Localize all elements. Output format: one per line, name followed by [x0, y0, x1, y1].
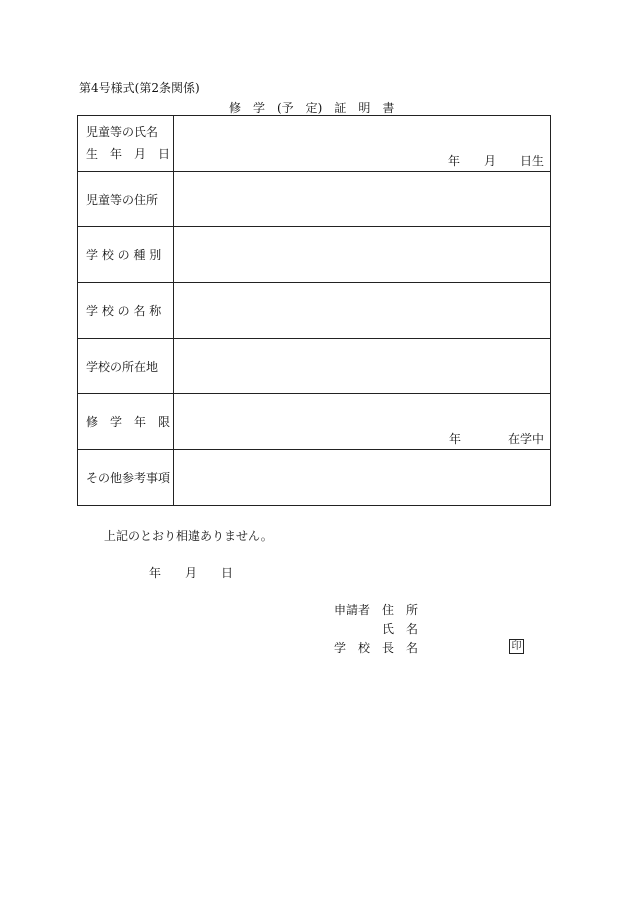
row-label-address: 児童等の住所	[78, 171, 174, 227]
form-number: 第4号様式(第2条関係)	[79, 81, 200, 95]
field-name-birth[interactable]	[174, 116, 551, 172]
name-label: 氏 名	[382, 622, 419, 636]
table-row	[78, 450, 551, 506]
certificate-table	[77, 115, 551, 506]
address-label: 住 所	[382, 603, 419, 617]
year-suffix: 年	[449, 432, 462, 447]
field-school-name[interactable]	[174, 283, 551, 339]
table-row	[78, 116, 551, 172]
field-address[interactable]	[174, 171, 551, 227]
table-row	[78, 171, 551, 227]
row-label-school-name: 学 校 の 名 称	[78, 283, 174, 339]
document-title: 修 学 (予 定) 証 明 書	[229, 101, 395, 115]
field-school-type[interactable]	[174, 227, 551, 283]
row-label-school-type: 学 校 の 種 別	[78, 227, 174, 283]
statement: 上記のとおり相違ありません。	[104, 529, 273, 543]
row-label-name-birth	[78, 116, 174, 172]
table-row	[78, 283, 551, 339]
table-row	[78, 394, 551, 450]
date-line: 年 月 日	[149, 566, 234, 580]
label-line: 生 年 月 日	[86, 147, 171, 162]
seal-mark	[509, 638, 524, 654]
field-study-period[interactable]	[174, 394, 551, 450]
row-label-other-notes: その他参考事項	[78, 450, 174, 506]
seal-icon: 印	[509, 639, 524, 654]
applicant-label: 申請者	[334, 603, 371, 617]
principal-label: 学 校 長 名	[334, 641, 419, 655]
field-school-location[interactable]	[174, 338, 551, 394]
birthdate-suffix: 年 月 日生	[447, 153, 544, 168]
row-label-school-location: 学校の所在地	[78, 338, 174, 394]
enrolled-suffix: 在学中	[507, 432, 544, 447]
row-label-study-period: 修 学 年 限	[78, 394, 174, 450]
label-line: 児童等の氏名	[86, 125, 159, 140]
field-other-notes[interactable]	[174, 450, 551, 506]
table-row	[78, 227, 551, 283]
table-row	[78, 338, 551, 394]
